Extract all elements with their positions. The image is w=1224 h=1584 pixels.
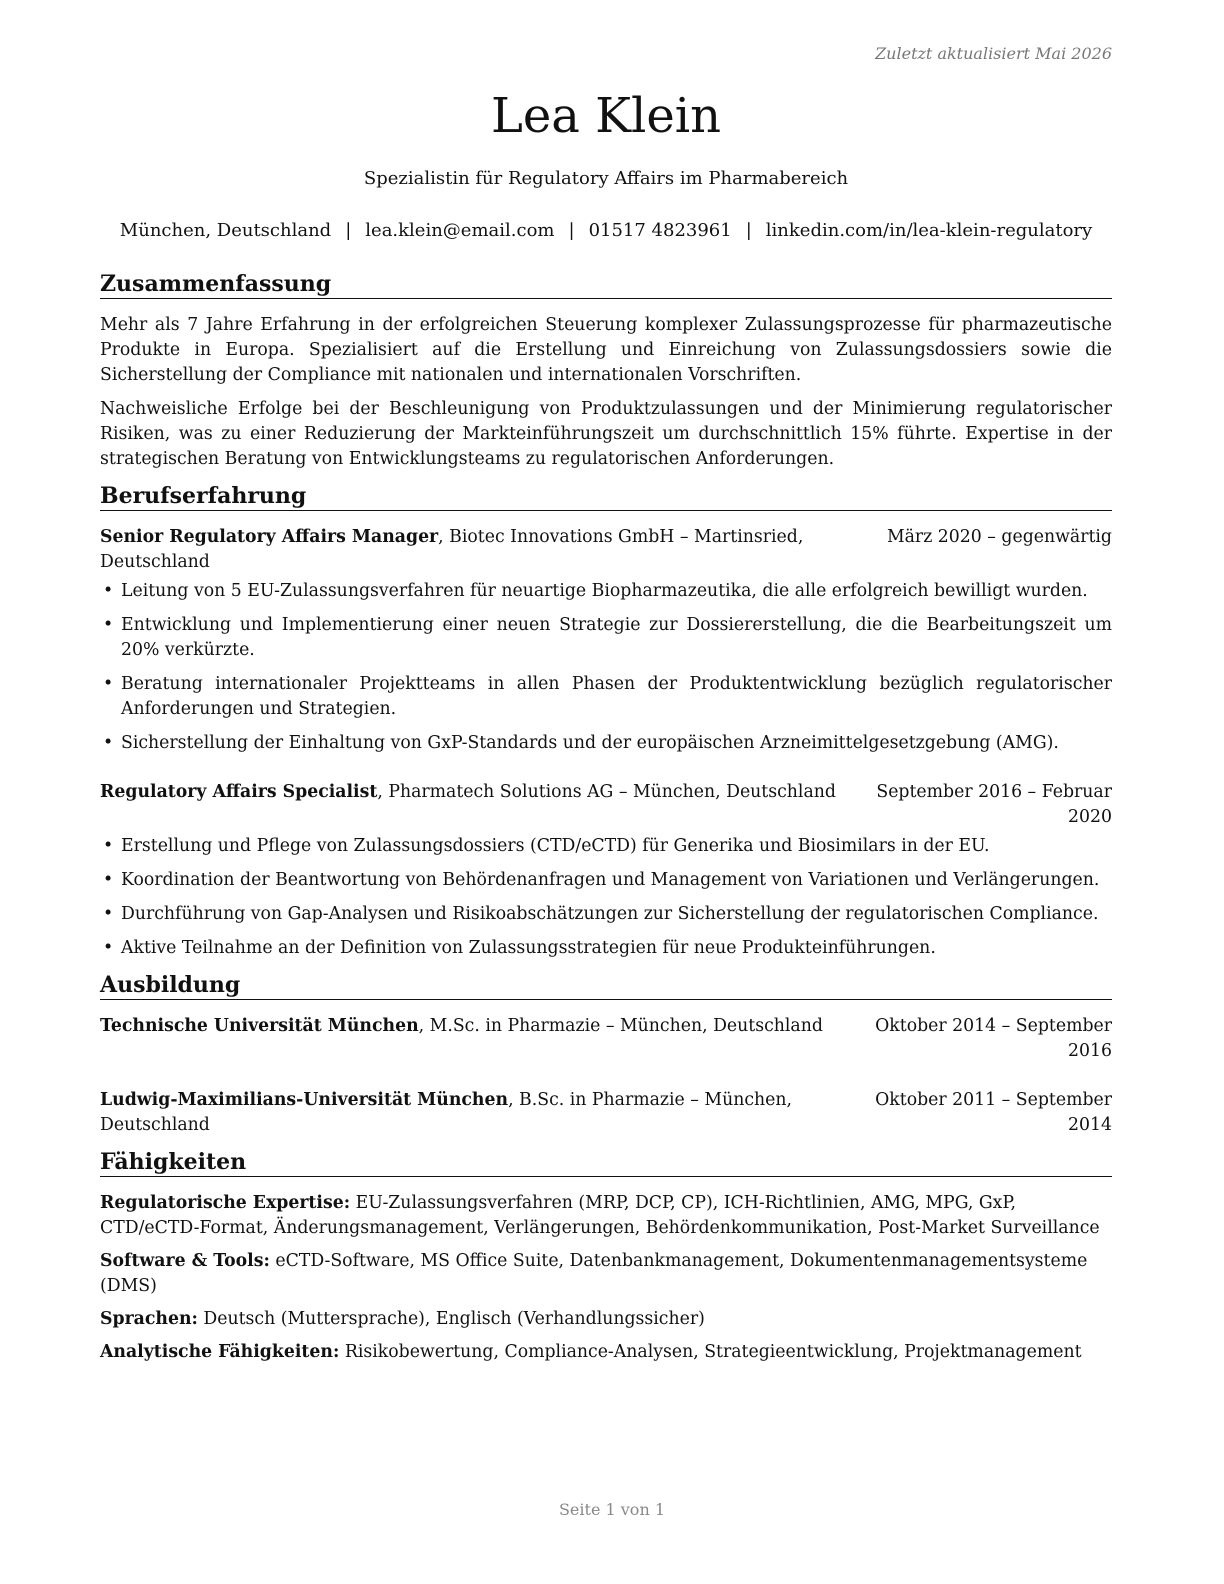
job-header (100, 525, 1112, 575)
contact-line (100, 219, 1112, 243)
education-dates: Oktober 2014 – September 2016 (875, 1016, 1112, 1061)
job-bullet: • Aktive Teilnahme an der Definition von Zulassungsstrategien für neue Produkteinführungen. (103, 938, 936, 958)
skill-line (100, 1249, 1112, 1299)
job-entry (100, 525, 1112, 756)
education-section (100, 971, 1112, 1138)
contact-separator: | (745, 220, 752, 241)
education-school: Ludwig-Maximilians-Universität München (100, 1090, 509, 1110)
job-role: Senior Regulatory Affairs Manager (100, 527, 439, 547)
job-bullet: • Erstellung und Pflege von Zulassungsdossiers (CTD/eCTD) für Generika und Biosimilars in der EU. (103, 836, 990, 856)
skill-text: EU-Zulassungsverfahren (MRP, DCP, CP), ICH-Richtlinien, AMG, MPG, GxP, CTD/eCTD-Format, Änderungsmanagement, Verlängerungen, Behördenkommunikation, Post-Market Surveillance (100, 1193, 1100, 1238)
last-updated: Zuletzt aktualisiert Mai 2026 (875, 44, 1112, 63)
education-entry (100, 1088, 1112, 1138)
summary-section (100, 270, 1112, 472)
candidate-title: Spezialistin für Regulatory Affairs im Pharmabereich (363, 168, 849, 189)
education-dates: Oktober 2011 – September 2014 (875, 1090, 1112, 1135)
job-bullet: • Durchführung von Gap-Analysen und Risikoabschätzungen zur Sicherstellung der regulatorischen Compliance. (103, 904, 1099, 924)
job-role: Regulatory Affairs Specialist (100, 782, 378, 802)
job-bullet: • Beratung internationaler Projektteams in allen Phasen der Produktentwicklung bezüglich regulatorischer Anforderungen und Strategien. (103, 674, 1112, 719)
job-company: , Biotec Innovations GmbH – Martinsried, Deutschland (100, 527, 804, 572)
contact-separator: | (345, 220, 352, 241)
job-bullet: • Entwicklung und Implementierung einer neuen Strategie zur Dossiererstellung, die die Bearbeitungszeit um 20% verkürzte. (103, 615, 1112, 660)
skill-label: Analytische Fähigkeiten: (100, 1342, 340, 1362)
section-heading-experience: Berufserfahrung (100, 482, 1112, 511)
section-heading-skills: Fähigkeiten (100, 1148, 1112, 1177)
skill-text: Risikobewertung, Compliance-Analysen, Strategieentwicklung, Projektmanagement (339, 1342, 1082, 1362)
job-bullets (100, 579, 1112, 756)
job-dates: März 2020 – gegenwärtig (886, 527, 1112, 547)
contact-linkedin[interactable]: linkedin.com/in/lea-klein-regulatory (765, 220, 1093, 241)
summary-paragraph: Nachweisliche Erfolge bei der Beschleunigung von Produktzulassungen und der Minimierung regulatorischer Risiken, was zu einer Reduzierung der Markteinführungszeit um durchschnittlich 15% führte. Expertise in der strategischen Beratung von Entwicklungsteams zu regulatorischen Anforderungen. (100, 399, 1112, 469)
skill-label: Sprachen: (100, 1309, 198, 1329)
skill-line (100, 1191, 1112, 1241)
education-detail: , B.Sc. in Pharmazie – München, Deutschland (100, 1090, 793, 1135)
skill-label: Regulatorische Expertise: (100, 1193, 351, 1213)
job-dates: September 2016 – Februar 2020 (876, 782, 1112, 827)
job-bullet: • Leitung von 5 EU-Zulassungsverfahren für neuartige Biopharmazeutika, die alle erfolgreich bewilligt wurden. (103, 581, 1088, 601)
contact-separator: | (568, 220, 575, 241)
section-heading-education: Ausbildung (100, 971, 1112, 1000)
job-header (100, 780, 1112, 830)
skills-section (100, 1148, 1112, 1365)
page-number: Seite 1 von 1 (558, 1500, 666, 1519)
job-entry (100, 780, 1112, 961)
job-bullet: • Sicherstellung der Einhaltung von GxP-Standards und der europäischen Arzneimittelgesetzgebung (AMG). (103, 733, 1059, 753)
job-company: , Pharmatech Solutions AG – München, Deutschland (377, 782, 836, 802)
skill-text: eCTD-Software, MS Office Suite, Datenbankmanagement, Dokumentenmanagementsysteme (DMS) (100, 1251, 1088, 1296)
candidate-name: Lea Klein (490, 88, 722, 144)
skill-line (100, 1307, 1112, 1332)
experience-section (100, 482, 1112, 961)
summary-paragraph: Mehr als 7 Jahre Erfahrung in der erfolgreichen Steuerung komplexer Zulassungsprozesse für pharmazeutische Produkte in Europa. Spezialisiert auf die Erstellung und Einreichung von Zulassungsdossiers sowie die Sicherstellung der Compliance mit nationalen und internationalen Vorschriften. (100, 315, 1112, 385)
section-heading-summary: Zusammenfassung (100, 270, 1112, 299)
job-bullet: • Koordination der Beantwortung von Behördenanfragen und Management von Variationen und Verlängerungen. (103, 870, 1100, 890)
education-header (100, 1014, 1112, 1064)
education-entry (100, 1014, 1112, 1064)
resume-content (100, 270, 1112, 1375)
skill-label: Software & Tools: (100, 1251, 270, 1271)
skill-line (100, 1340, 1112, 1365)
contact-email[interactable]: lea.klein@email.com (365, 220, 555, 241)
skill-text: Deutsch (Muttersprache), Englisch (Verhandlungssicher) (197, 1309, 705, 1329)
contact-phone[interactable]: 01517 4823961 (588, 220, 732, 241)
contact-location: München, Deutschland (119, 220, 332, 241)
job-bullets (100, 834, 1112, 961)
education-header (100, 1088, 1112, 1138)
education-detail: , M.Sc. in Pharmazie – München, Deutschland (418, 1016, 823, 1036)
education-school: Technische Universität München (100, 1016, 419, 1036)
